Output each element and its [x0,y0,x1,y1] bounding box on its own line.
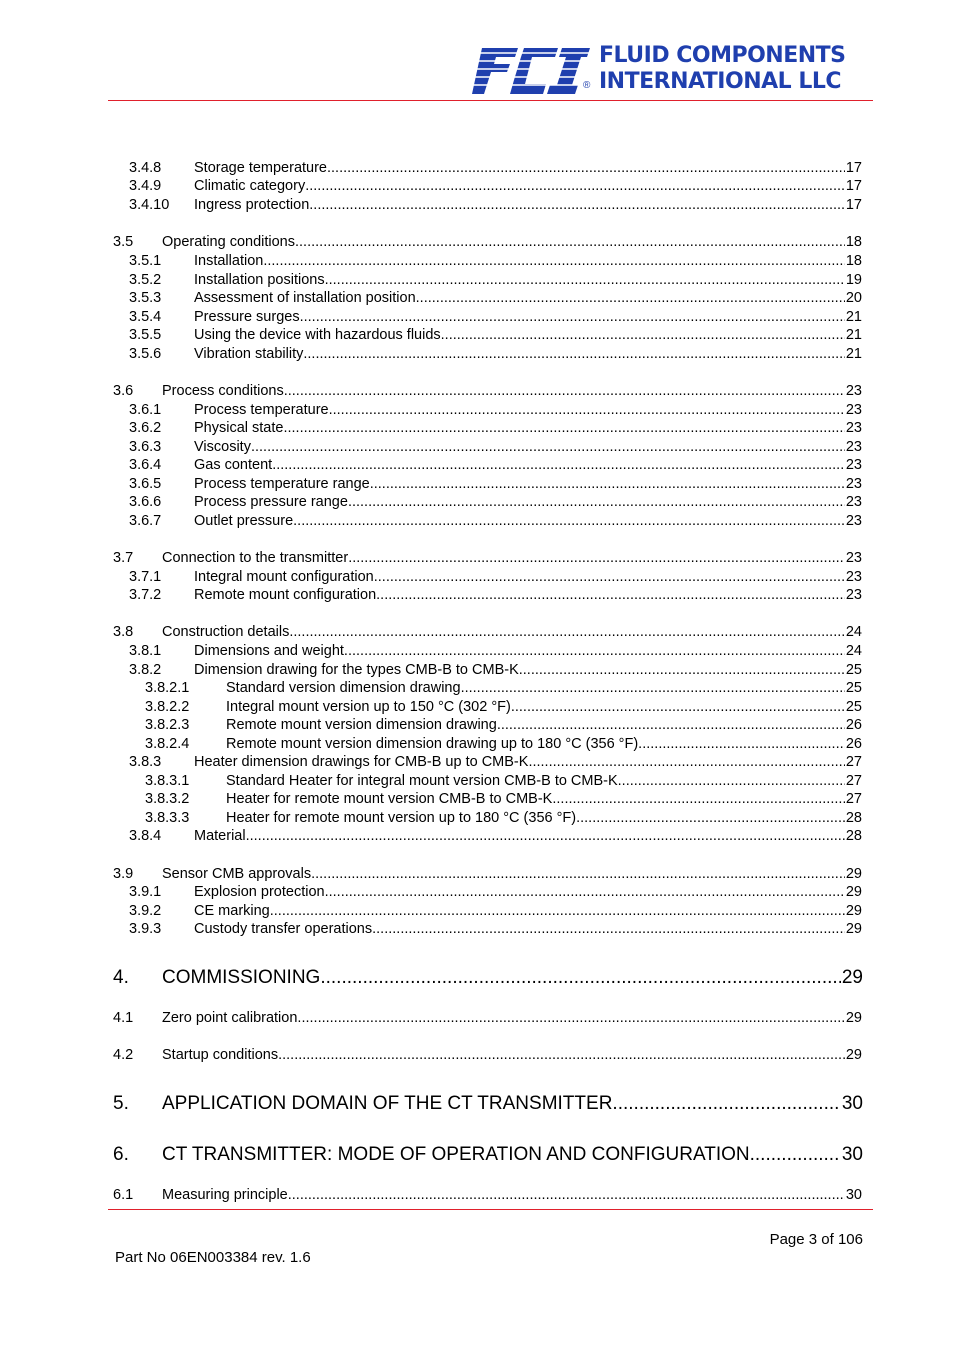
toc-entry-page: 27 [845,773,862,789]
toc-entry-title: Measuring principle [162,1187,288,1203]
toc-entry-page: 29 [845,1010,862,1026]
toc-entry[interactable] [0,326,954,345]
toc-entry-number: 3.6.7 [129,513,162,529]
toc-entry[interactable] [0,642,954,661]
toc-entry[interactable] [0,902,954,921]
toc-entry-number: 3.5.5 [129,327,162,343]
toc-entry-title: APPLICATION DOMAIN OF THE CT TRANSMITTER [162,1093,613,1114]
toc-entry-title: Process temperature range [194,476,370,492]
page-number: Page 3 of 106 [769,1231,863,1248]
toc-entry-title: Viscosity [194,439,251,455]
toc-leader-dots [283,419,844,438]
toc-entry-number: 6. [113,1144,129,1165]
toc-entry-title: Explosion protection [194,884,325,900]
toc-entry-title: Installation positions [194,272,325,288]
toc-leader-dots [370,475,845,494]
toc-entry-number: 6.1 [113,1187,134,1203]
toc-entry-title: Material [194,828,246,844]
toc-entry-page: 29 [845,903,862,919]
toc-leader-dots [348,549,845,568]
toc-entry-title: Remote mount version dimension drawing [226,717,497,733]
toc-leader-dots [576,809,845,828]
toc-entry[interactable] [0,438,954,457]
toc-entry[interactable] [0,419,954,438]
toc-leader-dots [325,271,845,290]
toc-leader-dots [750,1142,841,1168]
toc-entry-page: 29 [841,967,863,988]
toc-entry-title: Integral mount configuration [194,569,374,585]
toc-entry-page: 29 [845,921,862,937]
toc-entry-number: 3.8.2.2 [145,699,190,715]
toc-leader-dots [374,568,845,587]
toc-entry-page: 25 [845,662,862,678]
toc-entry-page: 30 [841,1144,863,1165]
toc-entry-page: 23 [845,402,862,418]
toc-entry-number: 3.7.2 [129,587,162,603]
toc-leader-dots [289,623,845,642]
toc-entry[interactable] [0,698,954,717]
toc-entry-number: 3.6.4 [129,457,162,473]
toc-entry-page: 27 [845,754,862,770]
company-name-line1: FLUID COMPONENTS [599,43,846,68]
toc-leader-dots [519,661,845,680]
toc-entry-number: 3.9 [113,866,134,882]
toc-entry[interactable] [0,920,954,939]
toc-entry-number: 5. [113,1093,129,1114]
toc-entry-number: 3.4.9 [129,178,162,194]
footer-divider [108,1209,873,1210]
toc-entry-number: 3.6.6 [129,494,162,510]
toc-entry-number: 3.8.3 [129,754,162,770]
registered-mark-icon: ® [583,80,591,91]
toc-entry-title: Using the device with hazardous fluids [194,327,441,343]
toc-leader-dots [309,196,845,215]
toc-entry[interactable] [0,1142,954,1168]
toc-entry[interactable] [0,1046,954,1065]
toc-entry-page: 19 [845,272,862,288]
toc-leader-dots [320,965,841,991]
toc-entry-title: COMMISSIONING [162,967,321,988]
toc-leader-dots [528,753,844,772]
toc-entry-page: 23 [845,569,862,585]
toc-entry-title: Sensor CMB approvals [162,866,312,882]
toc-entry-number: 3.9.3 [129,921,162,937]
toc-entry[interactable] [0,753,954,772]
toc-entry-number: 3.5.1 [129,253,162,269]
toc-entry-page: 23 [845,550,862,566]
part-number: Part No 06EN003384 rev. 1.6 [115,1249,311,1266]
toc-entry-title: Zero point calibration [162,1010,298,1026]
toc-leader-dots [348,493,845,512]
toc-entry-page: 20 [845,290,862,306]
toc-entry[interactable] [0,772,954,791]
toc-entry-title: Remote mount version dimension drawing up to 180 °C (356 °F) [226,736,639,752]
toc-entry-page: 29 [845,884,862,900]
toc-leader-dots [612,1091,840,1117]
toc-leader-dots [305,177,845,196]
toc-entry-page: 23 [845,494,862,510]
toc-leader-dots [303,345,845,364]
toc-entry-title: Gas content [194,457,273,473]
toc-leader-dots [497,716,845,735]
toc-entry-title: Outlet pressure [194,513,294,529]
toc-entry[interactable] [0,790,954,809]
toc-entry-page: 23 [845,513,862,529]
toc-entry-title: Installation [194,253,264,269]
toc-leader-dots [461,679,845,698]
toc-entry-title: Construction details [162,624,290,640]
toc-entry-number: 3.6.3 [129,439,162,455]
toc-leader-dots [297,1009,844,1028]
toc-entry-page: 17 [845,197,862,213]
toc-entry-page: 17 [845,160,862,176]
toc-entry-number: 3.8.3.2 [145,791,190,807]
toc-leader-dots [327,159,845,178]
toc-entry-title: Custody transfer operations [194,921,373,937]
toc-entry[interactable] [0,735,954,754]
toc-entry[interactable] [0,623,954,642]
toc-leader-dots [416,289,845,308]
toc-entry-number: 4. [113,967,129,988]
toc-entry-number: 4.1 [113,1010,134,1026]
toc-entry-title: Process pressure range [194,494,348,510]
toc-entry-page: 17 [845,178,862,194]
toc-entry-title: Pressure surges [194,309,300,325]
toc-leader-dots [311,865,845,884]
toc-entry[interactable] [0,549,954,568]
toc-entry-page: 23 [845,420,862,436]
toc-entry-page: 28 [845,810,862,826]
toc-entry[interactable] [0,1091,954,1117]
toc-leader-dots [441,326,845,345]
toc-entry-number: 3.5.4 [129,309,162,325]
toc-entry-number: 3.4.10 [129,197,170,213]
toc-entry[interactable] [0,475,954,494]
toc-leader-dots [246,827,845,846]
toc-entry-title: Assessment of installation position [194,290,416,306]
toc-entry-number: 3.8 [113,624,134,640]
toc-entry-number: 3.6.2 [129,420,162,436]
toc-leader-dots [270,902,845,921]
fci-logo-mark-icon [472,44,592,96]
toc-entry[interactable] [0,965,954,991]
toc-leader-dots [638,735,845,754]
toc-entry[interactable] [0,568,954,587]
toc-entry-page: 30 [841,1093,863,1114]
toc-entry-title: Standard Heater for integral mount version CMB-B to CMB-K [226,773,618,789]
toc-entry-number: 3.8.2.3 [145,717,190,733]
toc-entry[interactable] [0,1009,954,1028]
toc-entry-page: 23 [845,457,862,473]
toc-entry-number: 3.5.2 [129,272,162,288]
toc-entry[interactable] [0,679,954,698]
toc-entry[interactable] [0,493,954,512]
toc-entry-title: CE marking [194,903,270,919]
toc-leader-dots [372,920,845,939]
toc-entry-title: Heater for remote mount version up to 180 °C (356 °F) [226,810,577,826]
toc-entry-number: 3.8.3.1 [145,773,190,789]
toc-entry[interactable] [0,716,954,735]
toc-entry-page: 29 [845,866,862,882]
toc-entry-number: 3.7.1 [129,569,162,585]
fci-logo [472,44,867,96]
toc-entry-page: 25 [845,699,862,715]
toc-leader-dots [511,698,845,717]
toc-entry[interactable] [0,308,954,327]
toc-entry-title: Heater dimension drawings for CMB-B up to CMB-K [194,754,529,770]
toc-entry-title: Storage temperature [194,160,327,176]
toc-entry-page: 29 [845,1047,862,1063]
toc-entry-title: Heater for remote mount version CMB-B to CMB-K [226,791,553,807]
toc-entry[interactable] [0,512,954,531]
toc-entry-title: Ingress protection [194,197,310,213]
toc-entry-page: 26 [845,736,862,752]
toc-entry-page: 28 [845,828,862,844]
toc-entry-title: Integral mount version up to 150 °C (302 °F) [226,699,511,715]
toc-entry[interactable] [0,159,954,178]
toc-entry-page: 24 [845,624,862,640]
toc-leader-dots [344,642,845,661]
toc-entry[interactable] [0,827,954,846]
toc-leader-dots [288,1186,845,1205]
toc-entry-number: 3.5.3 [129,290,162,306]
toc-entry[interactable] [0,345,954,364]
toc-entry[interactable] [0,252,954,271]
toc-entry-number: 3.6 [113,383,134,399]
toc-entry-number: 3.5.6 [129,346,162,362]
toc-entry-page: 26 [845,717,862,733]
toc-leader-dots [272,456,845,475]
toc-entry-title: Dimensions and weight [194,643,344,659]
toc-entry[interactable] [0,809,954,828]
toc-entry[interactable] [0,586,954,605]
toc-entry-title: Standard version dimension drawing [226,680,461,696]
toc-entry[interactable] [0,661,954,680]
toc-entry[interactable] [0,382,954,401]
toc-leader-dots [329,401,845,420]
toc-leader-dots [295,233,845,252]
toc-entry-title: Climatic category [194,178,306,194]
toc-entry-number: 3.7 [113,550,134,566]
toc-entry-number: 3.8.2.4 [145,736,190,752]
toc-entry-page: 23 [845,439,862,455]
toc-entry-number: 3.8.2.1 [145,680,190,696]
toc-leader-dots [618,772,845,791]
toc-leader-dots [325,883,845,902]
toc-entry[interactable] [0,233,954,252]
toc-entry-number: 3.8.1 [129,643,162,659]
toc-entry-title: Connection to the transmitter [162,550,349,566]
toc-leader-dots [284,382,845,401]
toc-entry-page: 23 [845,587,862,603]
toc-leader-dots [376,586,845,605]
toc-entry-page: 18 [845,234,862,250]
toc-entry[interactable] [0,1186,954,1205]
toc-entry-number: 3.9.2 [129,903,162,919]
toc-entry-page: 18 [845,253,862,269]
toc-leader-dots [263,252,845,271]
toc-leader-dots [278,1046,845,1065]
toc-entry-number: 3.8.4 [129,828,162,844]
toc-entry-page: 21 [845,346,862,362]
toc-entry-title: Operating conditions [162,234,295,250]
toc-entry-page: 27 [845,791,862,807]
company-name-line2: INTERNATIONAL LLC [599,69,841,94]
toc-entry-page: 21 [845,309,862,325]
toc-entry-number: 3.6.5 [129,476,162,492]
toc-leader-dots [251,438,845,457]
toc-entry-page: 23 [845,383,862,399]
toc-entry[interactable] [0,271,954,290]
toc-entry-page: 21 [845,327,862,343]
toc-entry[interactable] [0,456,954,475]
toc-leader-dots [300,308,845,327]
toc-entry-number: 3.5 [113,234,134,250]
toc-entry-title: Startup conditions [162,1047,279,1063]
toc-entry-title: Process temperature [194,402,329,418]
toc-entry-number: 4.2 [113,1047,134,1063]
toc-entry-title: Dimension drawing for the types CMB-B to CMB-K [194,662,519,678]
toc-entry-title: Process conditions [162,383,284,399]
toc-entry[interactable] [0,401,954,420]
toc-leader-dots [293,512,845,531]
toc-entry-title: Remote mount configuration [194,587,377,603]
toc-entry-number: 3.4.8 [129,160,162,176]
toc-entry-number: 3.8.3.3 [145,810,190,826]
toc-entry[interactable] [0,883,954,902]
toc-entry-title: Vibration stability [194,346,304,362]
toc-entry[interactable] [0,177,954,196]
toc-entry-number: 3.8.2 [129,662,162,678]
toc-entry-page: 25 [845,680,862,696]
toc-entry[interactable] [0,289,954,308]
header-divider [108,100,873,101]
toc-entry-title: Physical state [194,420,284,436]
toc-leader-dots [552,790,845,809]
toc-entry-page: 23 [845,476,862,492]
toc-entry-page: 24 [845,643,862,659]
toc-entry-number: 3.9.1 [129,884,162,900]
toc-entry-number: 3.6.1 [129,402,162,418]
toc-entry[interactable] [0,865,954,884]
toc-entry-title: CT TRANSMITTER: MODE OF OPERATION AND CONFIGURATION [162,1144,750,1165]
toc-entry[interactable] [0,196,954,215]
toc-entry-page: 30 [845,1187,862,1203]
